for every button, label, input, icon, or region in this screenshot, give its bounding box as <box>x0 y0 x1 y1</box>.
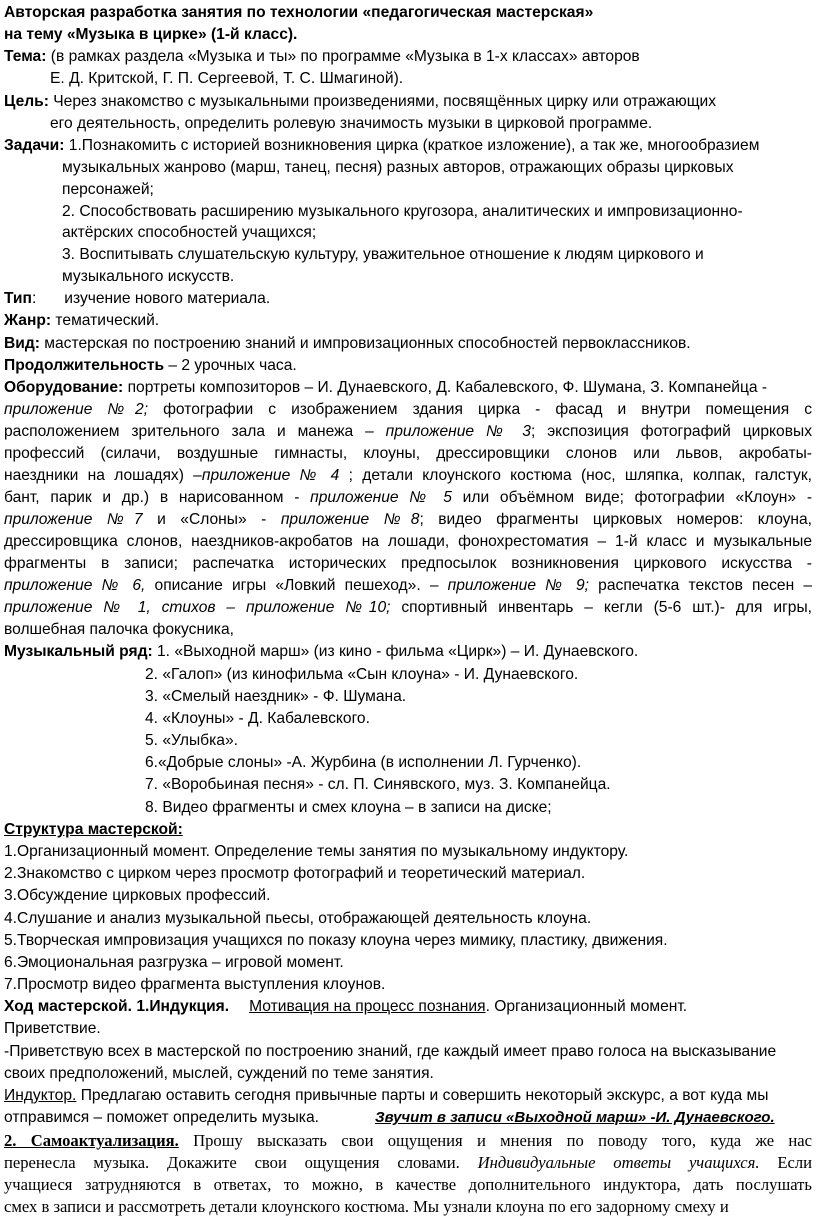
appendix-ref: приложение №2; <box>4 401 149 418</box>
muz-item-1: 1. «Выходной марш» (из кино - фильма «Цирк») – И. Дунаевского. <box>152 643 639 660</box>
oborud-text-6a: бант, парик и др.) в нарисованном - <box>4 489 311 506</box>
muz-item-8: 8. Видео фрагменты и смех клоуна – в записи на диске; <box>145 799 552 816</box>
oborud-text-11: спортивный инвентарь – кегли (5-6 шт.)- для игры, <box>390 599 812 616</box>
struktura-item-3: 3.Обсуждение цирковых профессий. <box>4 887 271 904</box>
struktura-title: Структура мастерской: <box>4 821 183 838</box>
music-cue: Звучит в записи «Выходной марш» -И. Дунаевского. <box>374 1109 775 1126</box>
oborud-line-1 <box>4 377 812 399</box>
zhanr-line <box>4 310 812 332</box>
tip-text: изучение нового материала. <box>64 290 271 307</box>
oborud-text-7a: и «Слоны» - <box>142 511 281 528</box>
samo-text-2: перенесла музыка. Докажите свои ощущения словами. <box>4 1153 460 1172</box>
vid-text: мастерская по построению знаний и импровизационных способностей первоклассников. <box>39 335 691 352</box>
oborud-line-12: волшебная палочка фокусника, <box>4 621 234 638</box>
zadachi-line-5: актёрских способностей учащихся; <box>62 224 317 241</box>
appendix-ref: приложение №8 <box>280 511 420 528</box>
tema-line-1 <box>4 46 812 68</box>
muz-item-5: 5. «Улыбка». <box>145 732 238 749</box>
oborud-line-4: профессий (силачи, воздушные гимнасты, клоуны, дрессировщики слонов или львов, акробаты- <box>4 445 812 462</box>
prod-line <box>4 355 812 377</box>
samo-line-2 <box>4 1152 812 1174</box>
tsel-line-1 <box>4 91 812 113</box>
tema-line-2: Е. Д. Критской, Г. П. Сергеевой, Т. С. Шмагиной). <box>50 70 404 87</box>
zadachi-label: Задачи: <box>4 137 65 154</box>
oborud-text-3a: расположением зрительного зала и манежа – <box>4 423 386 440</box>
appendix-ref: приложение № 6, <box>4 577 146 594</box>
tsel-text: Через знакомство с музыкальными произведениями, посвящённых цирку или отражающих <box>48 93 717 110</box>
struktura-item-5: 5.Творческая импровизация учащихся по показу клоуна через мимику, пластику, движения. <box>4 932 668 949</box>
motivatsiya-text: Мотивация на процесс познания <box>249 998 486 1015</box>
vid-line <box>4 333 812 355</box>
muz-item-7: 7. «Воробьиная песня» - сл. П. Синявского, муз. З. Компанейца. <box>145 776 611 793</box>
muz-item-6: 6.«Добрые слоны» -А. Журбина (в исполнении Л. Гурченко). <box>145 754 582 771</box>
oborud-label: Оборудование: <box>4 379 124 396</box>
appendix-ref: приложение №7 <box>4 511 143 528</box>
tema-text: (в рамках раздела «Музыка и ты» по программе «Музыка в 1-х классах» авторов <box>46 48 640 65</box>
document-title-line-2: на тему «Музыка в цирке» (1-й класс). <box>4 26 298 43</box>
zhanr-label: Жанр: <box>4 312 52 329</box>
samo-text-1: Прошу высказать свои ощущения и мнения по поводу того, куда же нас <box>178 1131 812 1150</box>
oborud-text-10b: распечатка текстов песен – <box>589 577 813 594</box>
oborud-line-2 <box>4 399 812 421</box>
zadachi-line-7: музыкального искусств. <box>62 268 235 285</box>
oborud-line-8: дрессировщика слонов, наездников-акробатов на лошади, фонохрестоматия – 1-й класс и музыкальные <box>4 533 812 550</box>
prod-dash: – <box>164 357 182 374</box>
oborud-text-3b: ; экспозиция фотографий цирковых <box>530 423 813 440</box>
oborud-line-3 <box>4 421 812 443</box>
khod-line-6 <box>4 1107 812 1129</box>
khod-line-4: своих предположений, мыслей, суждений по теме занятия. <box>4 1065 434 1082</box>
appendix-ref: приложение № 3 <box>385 423 531 440</box>
muz-item-2: 2. «Галоп» (из кинофильма «Сын клоуна» - И. Дунаевского. <box>145 666 579 683</box>
muz-label: Музыкальный ряд: <box>4 643 153 660</box>
induktsiya-label: 1.Индукция. <box>131 998 230 1015</box>
khod-label: Ход мастерской. <box>4 998 132 1015</box>
samo-line-3: учащиеся затрудняются в ответах, то можно, в качестве дополнительного индуктора, дать послушать <box>4 1175 812 1194</box>
prod-label: Продолжительность <box>4 357 165 374</box>
zadachi-line-3: персонажей; <box>62 181 154 198</box>
oborud-line-11 <box>4 597 812 619</box>
tsel-line-2: его деятельность, определить ролевую значимость музыки в цирковой программе. <box>50 115 653 132</box>
vid-label: Вид: <box>4 335 40 352</box>
oborud-line-9: фрагменты в записи; распечатка исторических предпосылок возникновения циркового искусства - <box>4 555 812 572</box>
samo-italic: Индивидуальные ответы учащихся. <box>459 1153 760 1172</box>
zadachi-line-1 <box>4 135 812 157</box>
oborud-line-10 <box>4 575 812 597</box>
zadachi-line-2: музыкальных жанрово (марш, танец, песня) разных авторов, отражающих образы цирковых <box>62 159 734 176</box>
appendix-ref: приложение № 4 <box>201 467 340 484</box>
tip-line <box>4 288 812 310</box>
khod-line-3: -Приветствую всех в мастерской по построению знаний, где каждый имеет право голоса на высказывание <box>4 1043 777 1060</box>
struktura-item-2: 2.Знакомство с цирком через просмотр фотографий и теоретический материал. <box>4 865 586 882</box>
induktor-label: Индуктор. <box>4 1087 77 1104</box>
appendix-ref: приложение № 5 <box>310 489 452 506</box>
oborud-text-10a: описание игры «Ловкий пешеход». – <box>145 577 448 594</box>
khod-line-2: Приветствие. <box>4 1020 101 1037</box>
induktor-line <box>4 1085 812 1107</box>
zadachi-text: 1.Познакомить с историей возникновения цирка (краткое изложение), а так же, многообразием <box>64 137 760 154</box>
tsel-label: Цель: <box>4 93 49 110</box>
tip-colon: : <box>31 290 37 307</box>
appendix-ref: приложение № 1, стихов – приложение №10; <box>4 599 391 616</box>
oborud-text-2: фотографии с изображением здания цирка - фасад и внутри помещения с <box>148 401 813 418</box>
tema-label: Тема: <box>4 48 47 65</box>
khod-text-6: отправимся – поможет определить музыка. <box>4 1109 319 1126</box>
khod-rest: . Организационный момент. <box>485 998 688 1015</box>
document-title-line-1: Авторская разработка занятия по технологии «педагогическая мастерская» <box>4 4 594 21</box>
oborud-line-7 <box>4 509 812 531</box>
zhanr-text: тематический. <box>51 312 160 329</box>
muz-item-3: 3. «Смелый наездник» - Ф. Шумана. <box>145 688 407 705</box>
oborud-line-6 <box>4 487 812 509</box>
oborud-text-6b: или объёмном виде; фотографии «Клоун» - <box>451 489 813 506</box>
appendix-ref: приложение № 9; <box>447 577 590 594</box>
oborud-text-1: портреты композиторов – И. Дунаевского, Д. Кабалевского, Ф. Шумана, З. Компанейца - <box>123 379 768 396</box>
samo-label: 2. Самоактуализация. <box>4 1131 179 1150</box>
muz-line-1 <box>4 641 812 663</box>
induktor-text: Предлагаю оставить сегодня привычные парты и совершить некоторый экскурс, а вот куда мы <box>76 1087 769 1104</box>
oborud-line-5 <box>4 465 812 487</box>
tip-label: Тип <box>4 290 32 307</box>
prod-text: 2 урочных часа. <box>181 357 297 374</box>
struktura-item-7: 7.Просмотр видео фрагмента выступления клоунов. <box>4 976 386 993</box>
muz-item-4: 4. «Клоуны» - Д. Кабалевского. <box>145 710 370 727</box>
oborud-text-5a: наездники на лошадях) – <box>4 467 202 484</box>
oborud-text-7b: ; видео фрагменты цирковых номеров: клоуна, <box>419 511 812 528</box>
samo-line-4: смех в записи и рассмотреть детали клоунского костюма. Мы узнали клоуна по его задорному смеху и <box>4 1197 729 1216</box>
struktura-item-4: 4.Слушание и анализ музыкальной пьесы, отображающей деятельность клоуна. <box>4 910 592 927</box>
oborud-text-5b: ; детали клоунского костюма (нос, шляпка, колпак, галстук, <box>339 467 812 484</box>
zadachi-line-6: 3. Воспитывать слушательскую культуру, уважительное отношение к людям циркового и <box>62 246 704 263</box>
samo-text-2b: Если <box>759 1153 812 1172</box>
samo-line-1 <box>4 1130 812 1152</box>
struktura-item-6: 6.Эмоциональная разгрузка – игровой момент. <box>4 954 344 971</box>
khod-line-1 <box>4 996 812 1018</box>
struktura-item-1: 1.Организационный момент. Определение темы занятия по музыкальному индуктору. <box>4 843 629 860</box>
zadachi-line-4: 2. Способствовать расширению музыкального кругозора, аналитических и импровизационно- <box>62 203 743 220</box>
